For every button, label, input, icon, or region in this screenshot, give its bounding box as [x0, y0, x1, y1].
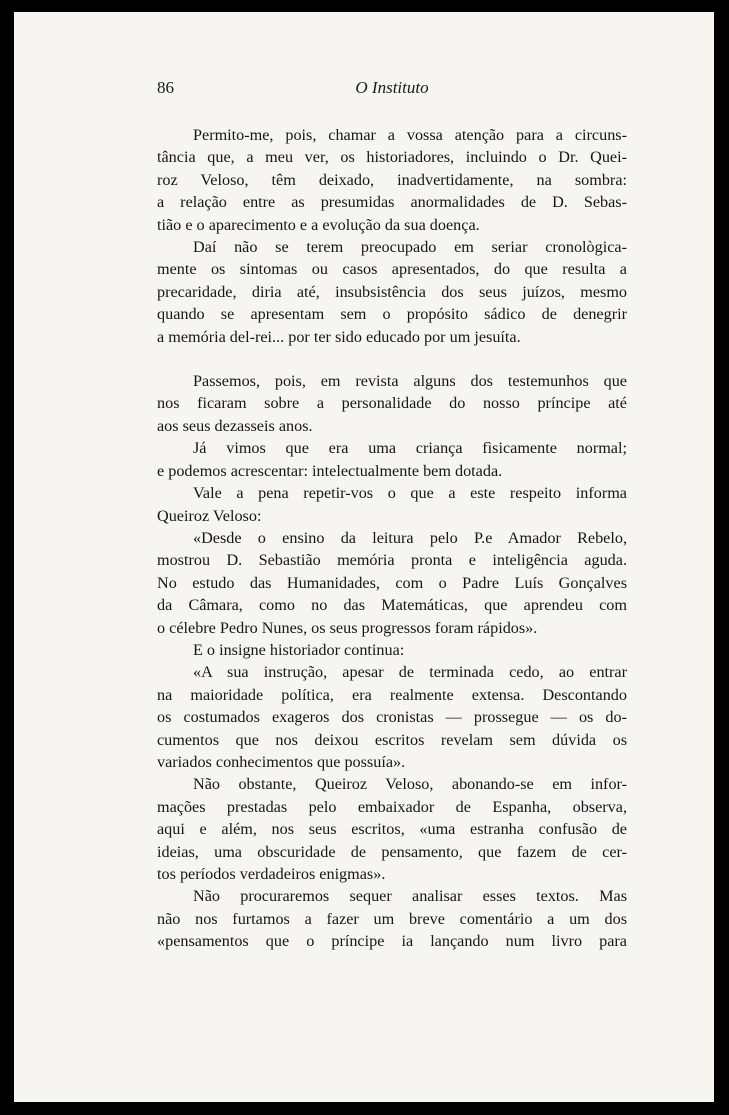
text-line: a memória del-rei... por ter sido educado por um jesuíta. — [157, 327, 521, 346]
text-line: mente os sintomas ou casos apresentados, do que resulta a — [157, 260, 627, 279]
page-header — [157, 78, 627, 102]
text-line: cumentos que nos deixou escritos revelam sem dúvida os — [157, 730, 627, 749]
text-line: «Desde o ensino da leitura pelo P.e Amador Rebelo, — [193, 528, 627, 547]
text-line: precaridade, diria até, insubsistência dos seus juízos, mesmo — [157, 282, 627, 301]
text-line: roz Veloso, têm deixado, inadvertidamente, na sombra: — [157, 170, 627, 189]
text-line: na maioridade política, era realmente extensa. Descontando — [157, 685, 627, 704]
paragraph — [157, 437, 627, 482]
text-line: tos períodos verdadeiros enigmas». — [157, 865, 386, 883]
text-line: «A sua instrução, apesar de terminada cedo, ao entrar — [193, 663, 627, 682]
section-gap — [157, 348, 627, 370]
body-text — [157, 124, 627, 953]
paragraph — [157, 639, 627, 661]
text-line: Permito-me, pois, chamar a vossa atenção para a circuns- — [193, 126, 627, 144]
text-line: Daí não se terem preocupado em seriar cronològica- — [193, 238, 627, 257]
text-line: mostrou D. Sebastião memória pronta e inteligência aguda. — [157, 551, 627, 570]
page-number: 86 — [157, 78, 174, 97]
paragraph — [157, 773, 627, 885]
text-line: o célebre Pedro Nunes, os seus progressos foram rápidos». — [157, 618, 538, 637]
text-line: Já vimos que era uma criança fìsicamente normal; — [193, 439, 627, 458]
text-line: não nos furtamos a fazer um breve comentário a um dos — [157, 909, 627, 928]
text-line: Não obstante, Queiroz Veloso, abonando-se em infor- — [193, 775, 627, 794]
paragraph — [157, 527, 627, 639]
text-line: mações prestadas pelo embaixador de Espanha, observa, — [157, 797, 627, 816]
text-line: aos seus dezasseis anos. — [157, 416, 313, 435]
text-line: Não procuraremos sequer analisar esses textos. Mas — [193, 887, 627, 906]
text-line: aqui e além, nos seus escritos, «uma estranha confusão de — [157, 820, 627, 839]
paragraph — [157, 661, 627, 773]
text-line: «pensamentos que o príncipe ia lançando num livro para — [157, 932, 627, 951]
text-line: Vale a pena repetir-vos o que a este respeito informa — [193, 484, 627, 503]
text-line: Queiroz Veloso: — [157, 506, 262, 525]
paragraph — [157, 885, 627, 952]
text-line: ideias, uma obscuridade de pensamento, que fazem de cer- — [157, 842, 627, 861]
text-line: os costumados exageros dos cronistas — prossegue — os do- — [157, 708, 627, 727]
text-line: variados conhecimentos que possuía». — [157, 752, 406, 771]
text-line: da Câmara, como no das Matemáticas, que aprendeu com — [157, 596, 627, 615]
text-line: quando se apresentam sem o propósito sádico de denegrir — [157, 305, 627, 324]
text-line: Passemos, pois, em revista alguns dos testemunhos que — [193, 372, 627, 391]
paragraph — [157, 370, 627, 437]
text-line: No estudo das Humanidades, com o Padre Luís Gonçalves — [157, 573, 627, 592]
text-line: tância que, a meu ver, os historiadores, incluindo o Dr. Quei- — [157, 148, 627, 167]
paragraph — [157, 482, 627, 527]
text-line: E o insigne historiador continua: — [193, 640, 405, 659]
paragraph — [157, 236, 627, 348]
text-line: nos ficaram sobre a personalidade do nosso príncipe até — [157, 394, 627, 413]
running-title: O Instituto — [355, 78, 429, 97]
text-line: e podemos acrescentar: intelectualmente bem dotada. — [157, 461, 503, 480]
paragraph — [157, 124, 627, 236]
text-line: tião e o aparecimento e a evolução da sua doença. — [157, 215, 480, 234]
text-line: a relação entre as presumidas anormalidades de D. Sebas- — [157, 193, 627, 212]
